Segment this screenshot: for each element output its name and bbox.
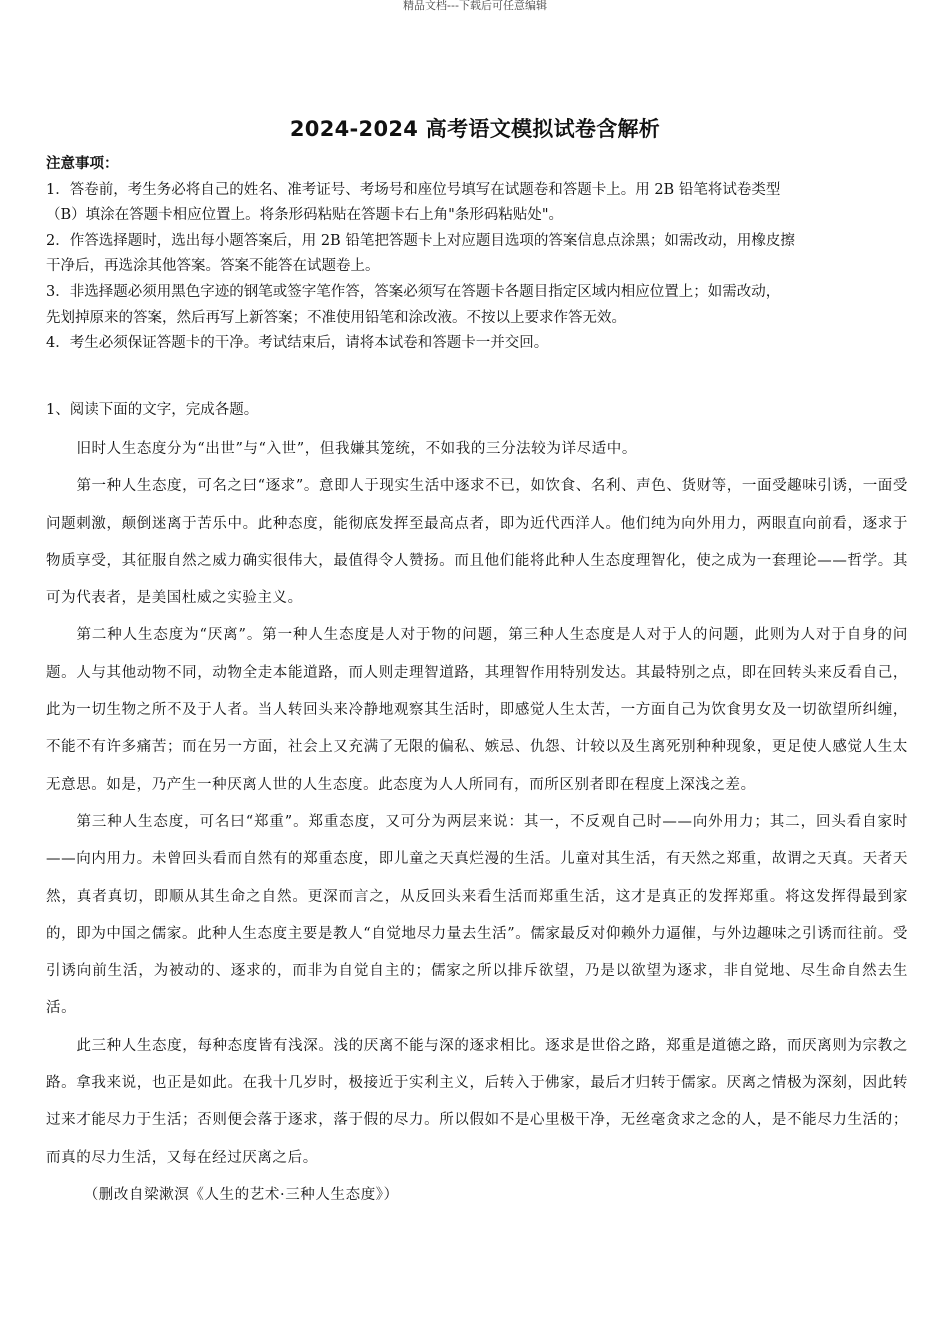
passage-paragraph: 旧时人生态度分为“出世”与“入世”，但我嫌其笼统，不如我的三分法较为详尽适中。	[76, 441, 637, 457]
page-title: 2024-2024 高考语文模拟试卷含解析	[289, 117, 661, 141]
notice-item: 先划掉原来的答案，然后再写上新答案；不准使用铅笔和涂改液。不按以上要求作答无效。	[46, 309, 626, 326]
notice-item: 2．作答选择题时，选出每小题答案后，用 2B 铅笔把答题卡上对应题目选项的答案信息点涂黑；如需改动，用橡皮擦	[46, 232, 795, 249]
notice-section	[46, 152, 906, 357]
passage-paragraph: 第三种人生态度，可名曰“郑重”。郑重态度，又可分为两层来说：其一，不反观自己时——向外用力；其二，回头看自家时——向内用力。未曾回头看而自然有的郑重态度，即儿童之天真烂漫的生活。儿童对其生活，有天然之郑重，故谓之天真。天者天然，真者真切，即顺从其生命之自然。更深而言之，从反回头来看生活而郑重生活，这才是真正的发挥郑重。将这发挥得最到家的，即为中国之儒家。此种人生态度主要是教人“自觉地尽力量去生活”。儒家最反对仰赖外力逼催，与外边趣味之引诱而往前。受引诱向前生活，为被动的、逐求的，而非为自觉自主的；儒家之所以排斥欲望，乃是以欲望为逐求，非自觉地、尽生命自然去生活。	[46, 813, 908, 1017]
passage-source: （删改自梁漱溟《人生的艺术·三种人生态度》）	[83, 1186, 399, 1203]
page-watermark-header: 精品文档---下载后可任意编辑	[403, 0, 547, 12]
notice-item: 干净后，再选涂其他答案。答案不能答在试题卷上。	[46, 258, 380, 275]
notice-heading: 注意事项：	[46, 156, 119, 172]
notice-item: 4．考生必须保证答题卡的干净。考试结束后，请将本试卷和答题卡一并交回。	[46, 335, 549, 352]
notice-item: （B）填涂在答题卡相应位置上。将条形码粘贴在答题卡右上角"条形码粘贴处"。	[46, 207, 563, 224]
passage-paragraph: 此三种人生态度，每种态度皆有浅深。浅的厌离不能与深的逐求相比。逐求是世俗之路，郑重是道德之路，而厌离则为宗教之路。拿我来说，也正是如此。在我十几岁时，极接近于实利主义，后转入于佛家，最后才归转于儒家。厌离之情极为深刻，因此转过来才能尽力于生活；否则便会落于逐求，落于假的尽力。所以假如不是心里极干净，无丝毫贪求之念的人，是不能尽力生活的；而真的尽力生活，又每在经过厌离之后。	[46, 1037, 908, 1166]
passage-paragraph: 第一种人生态度，可名之曰“逐求”。意即人于现实生活中逐求不已，如饮食、名利、声色、货财等，一面受趣味引诱，一面受问题刺激，颠倒迷离于苦乐中。此种态度，能彻底发挥至最高点者，即为近代西洋人。他们纯为向外用力，两眼直向前看，逐求于物质享受，其征服自然之威力确实很伟大，最值得令人赞扬。而且他们能将此种人生态度理智化，使之成为一套理论——哲学。其可为代表者，是美国杜威之实验主义。	[46, 478, 908, 607]
notice-item: 3．非选择题必须用黑色字迹的钢笔或签字笔作答，答案必须写在答题卡各题目指定区域内相应位置上；如需改动，	[46, 283, 781, 300]
question-label: 1、阅读下面的文字，完成各题。	[46, 402, 259, 418]
notice-item: 1．答卷前，考生务必将自己的姓名、准考证号、考场号和座位号填写在试题卷和答题卡上。用 2B 铅笔将试卷类型	[46, 181, 781, 198]
passage-paragraph: 第二种人生态度为“厌离”。第一种人生态度是人对于物的问题，第三种人生态度是人对于人的问题，此则为人对于自身的问题。人与其他动物不同，动物全走本能道路，而人则走理智道路，其理智作用特别发达。其最特别之点，即在回转头来反看自己，此为一切生物之所不及于人者。当人转回头来冷静地观察其生活时，即感觉人生太苦，一方面自己为饮食男女及一切欲望所纠缠，不能不有许多痛苦；而在另一方面，社会上又充满了无限的偏私、嫉忌、仇怨、计较以及生离死别种种现象，更足使人感觉人生太无意思。如是，乃产生一种厌离人世的人生态度。此态度为人人所同有，而所区别者即在程度上深浅之差。	[46, 627, 908, 793]
reading-passage	[46, 431, 908, 1214]
